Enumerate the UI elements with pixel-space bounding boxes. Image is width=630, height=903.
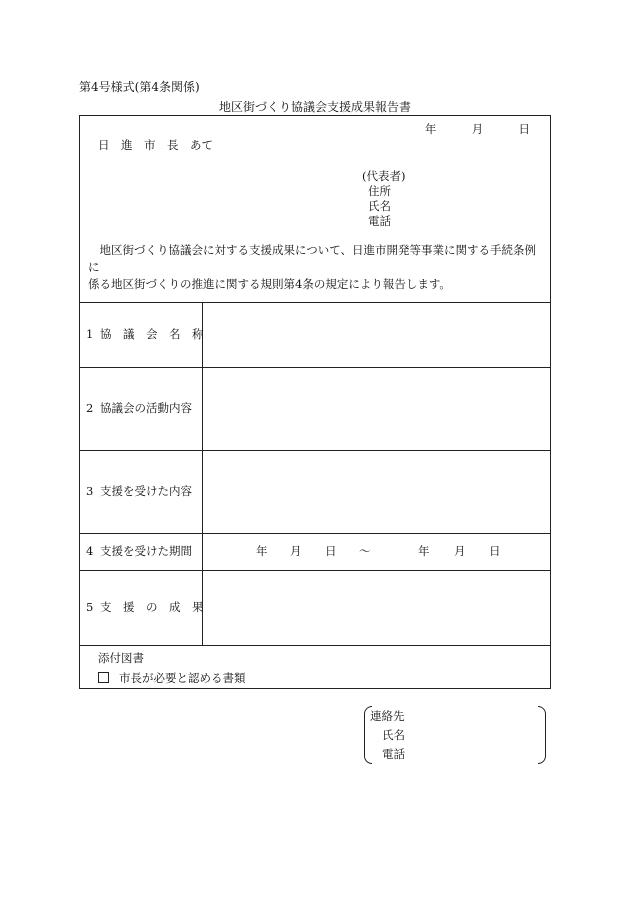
addressee: 日 進 市 長 あて	[98, 138, 213, 152]
period-end-year: 年	[418, 544, 430, 558]
divider-row-2	[80, 450, 550, 451]
period-start-year: 年	[256, 544, 268, 558]
representative-label: (代表者)	[362, 169, 406, 183]
report-statement-line-2: 係る地区街づくりの推進に関する規則第4条の規定により報告します。	[88, 277, 451, 291]
contact-phone-label: 電話	[382, 747, 405, 761]
period-start-day: 日	[325, 544, 337, 558]
label-column-divider	[202, 302, 203, 645]
divider-notice	[80, 302, 550, 303]
representative-address-label: 住所	[368, 184, 391, 198]
attachment-item	[98, 671, 246, 687]
representative-block	[362, 169, 405, 229]
date-day-label: 日	[518, 122, 530, 136]
report-statement-line-1: 地区街づくり協議会に対する支援成果について、日進市開発等事業に関する手続条例に	[88, 243, 537, 274]
divider-row-5	[80, 645, 550, 646]
form-number: 第4号様式(第4条関係)	[79, 80, 200, 94]
divider-row-4	[80, 570, 550, 571]
divider-row-1	[80, 367, 550, 368]
period-end-day: 日	[489, 544, 501, 558]
period-end-month: 月	[454, 544, 466, 558]
attachments-title: 添付図書	[98, 651, 144, 665]
divider-row-3	[80, 533, 550, 534]
right-bracket-icon	[538, 706, 546, 764]
document-title: 地区街づくり協議会支援成果報告書	[218, 100, 411, 114]
report-statement	[88, 242, 546, 293]
date-year-label: 年	[424, 122, 437, 136]
contact-title: 連絡先	[370, 709, 405, 723]
report-date	[425, 122, 530, 138]
row-label-support-content: 3 支援を受けた内容	[86, 484, 192, 498]
attachment-item-label: 市長が必要と認める書類	[119, 671, 246, 685]
row-label-support-period: 4 支援を受けた期間	[86, 544, 192, 558]
period-tilde: 〜	[359, 544, 371, 558]
contact-name-label: 氏名	[382, 728, 405, 742]
report-form-table	[79, 115, 551, 689]
row-label-support-results: 5 支 援 の 成 果	[86, 600, 204, 614]
representative-name-label: 氏名	[368, 199, 391, 213]
representative-phone-label: 電話	[368, 214, 391, 228]
period-start-month: 月	[290, 544, 302, 558]
row-label-activity: 2 協議会の活動内容	[86, 401, 192, 415]
checkbox-icon[interactable]	[98, 672, 109, 683]
date-month-label: 月	[471, 122, 484, 136]
row-label-council-name: 1 協 議 会 名 称	[86, 327, 204, 341]
contact-box	[364, 706, 546, 764]
